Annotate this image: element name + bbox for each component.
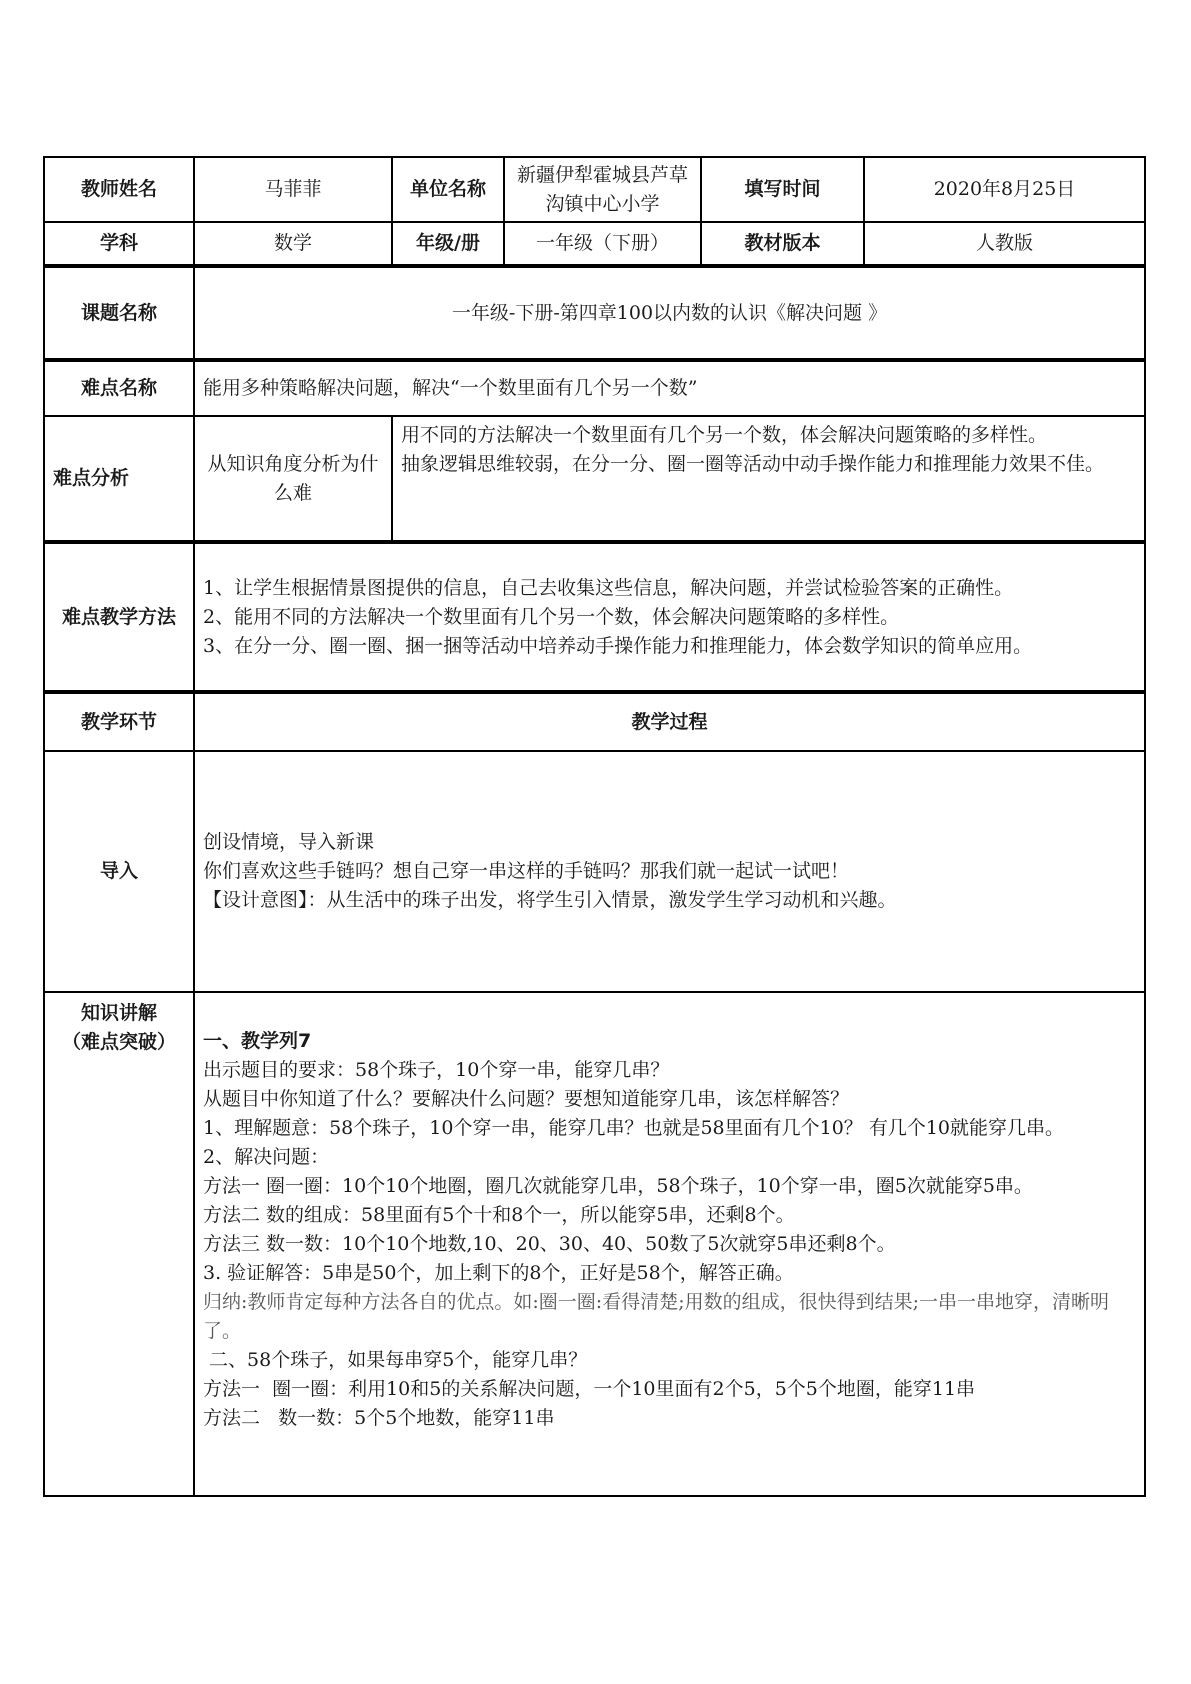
intro-line-3: 【设计意图】：从生活中的珠子出发，将学生引入情景，激发学生学习动机和兴趣。	[203, 889, 897, 911]
difficulty-row	[44, 360, 1145, 416]
process-header: 教学过程	[194, 692, 1145, 751]
knowledge-row	[44, 992, 1145, 1496]
knowledge-line-6: 方法二 数的组成：58里面有5个十和8个一，所以能穿5串，还剩8个。	[203, 1204, 795, 1226]
date-value: 2020年8月25日	[864, 157, 1145, 222]
process-header-row	[44, 692, 1145, 751]
method-line-3: 3、在分一分、圈一圈、捆一捆等活动中培养动手操作能力和推理能力，体会数学知识的简单应用。	[203, 634, 1033, 657]
part2-line-2: 方法一 圈一圈：利用10和5的关系解决问题，一个10里面有2个5，5个5个地圈，能穿11串	[203, 1378, 976, 1400]
teacher-value: 马菲菲	[194, 157, 392, 222]
part2-line-1: 二、58个珠子，如果每串穿5个，能穿几串？	[203, 1349, 588, 1371]
knowledge-line-8: 3. 验证解答：5串是50个，加上剩下的8个，正好是58个，解答正确。	[203, 1262, 794, 1284]
knowledge-label-line-1: 知识讲解	[80, 1002, 157, 1024]
edition-label: 教材版本	[701, 222, 864, 266]
intro-content	[194, 751, 1145, 992]
knowledge-label-line-2: （难点突破）	[61, 1031, 176, 1053]
knowledge-line-3: 1、理解题意：58个珠子，10个穿一串，能穿几串？也就是58里面有几个10？ 有几个10就能穿几串。	[203, 1117, 1065, 1139]
analysis-row	[44, 416, 1145, 542]
knowledge-summary: 归纳:教师肯定每种方法各自的优点。如:圈一圈:看得清楚;用数的组成，很快得到结果;一串一串地穿，清晰明了。	[203, 1291, 1110, 1342]
method-content	[194, 542, 1145, 692]
topic-value: 一年级-下册-第四章100以内数的认识《解决问题 》	[194, 266, 1145, 360]
knowledge-heading: 一、教学列7	[203, 1030, 312, 1052]
intro-line-2: 你们喜欢这些手链吗？想自己穿一串这样的手链吗？那我们就一起试一试吧！	[203, 860, 850, 882]
analysis-line-1: 用不同的方法解决一个数里面有几个另一个数，体会解决问题策略的多样性。	[401, 424, 1048, 446]
analysis-line-2: 抽象逻辑思维较弱，在分一分、圈一圈等活动中动手操作能力和推理能力效果不佳。	[401, 453, 1105, 475]
method-line-2: 2、能用不同的方法解决一个数里面有几个另一个数，体会解决问题策略的多样性。	[203, 605, 900, 628]
difficulty-value: 能用多种策略解决问题，解决“一个数里面有几个另一个数”	[194, 360, 1145, 416]
lesson-plan-table	[43, 156, 1146, 1497]
teacher-label: 教师姓名	[44, 157, 194, 222]
difficulty-label: 难点名称	[44, 360, 194, 416]
grade-value: 一年级（下册）	[504, 222, 701, 266]
grade-label: 年级/册	[392, 222, 504, 266]
subject-label: 学科	[44, 222, 194, 266]
date-label: 填写时间	[701, 157, 864, 222]
knowledge-line-7: 方法三 数一数：10个10个地数,10、20、30、40、50数了5次就穿5串还剩8个。	[203, 1233, 896, 1255]
knowledge-line-5: 方法一 圈一圈：10个10个地圈，圈几次就能穿几串，58个珠子，10个穿一串，圈5次就能穿5串。	[203, 1175, 1033, 1197]
knowledge-line-4: 2、解决问题：	[203, 1146, 330, 1168]
knowledge-label	[44, 992, 194, 1496]
unit-label: 单位名称	[392, 157, 504, 222]
topic-label: 课题名称	[44, 266, 194, 360]
info-row-1	[44, 157, 1145, 222]
method-line-1: 1、让学生根据情景图提供的信息，自己去收集这些信息，解决问题，并尝试检验答案的正确性。	[203, 576, 1014, 599]
method-label: 难点教学方法	[44, 542, 194, 692]
knowledge-line-2: 从题目中你知道了什么？要解决什么问题？要想知道能穿几串，该怎样解答？	[203, 1088, 850, 1110]
part2-line-3: 方法二 数一数：5个5个地数，能穿11串	[203, 1407, 555, 1429]
intro-line-1: 创设情境，导入新课	[203, 831, 375, 853]
method-row	[44, 542, 1145, 692]
unit-value: 新疆伊犁霍城县芦草沟镇中心小学	[504, 157, 701, 222]
lesson-plan-sheet	[43, 156, 1144, 1497]
analysis-content	[392, 416, 1145, 542]
subject-value: 数学	[194, 222, 392, 266]
stage-header: 教学环节	[44, 692, 194, 751]
knowledge-content	[194, 992, 1145, 1496]
intro-label: 导入	[44, 751, 194, 992]
knowledge-line-1: 出示题目的要求：58个珠子，10个穿一串，能穿几串？	[203, 1059, 670, 1081]
topic-row	[44, 266, 1145, 360]
info-row-2	[44, 222, 1145, 266]
analysis-sub-label: 从知识角度分析为什么难	[194, 416, 392, 542]
analysis-label: 难点分析	[44, 416, 194, 542]
edition-value: 人教版	[864, 222, 1145, 266]
intro-row	[44, 751, 1145, 992]
